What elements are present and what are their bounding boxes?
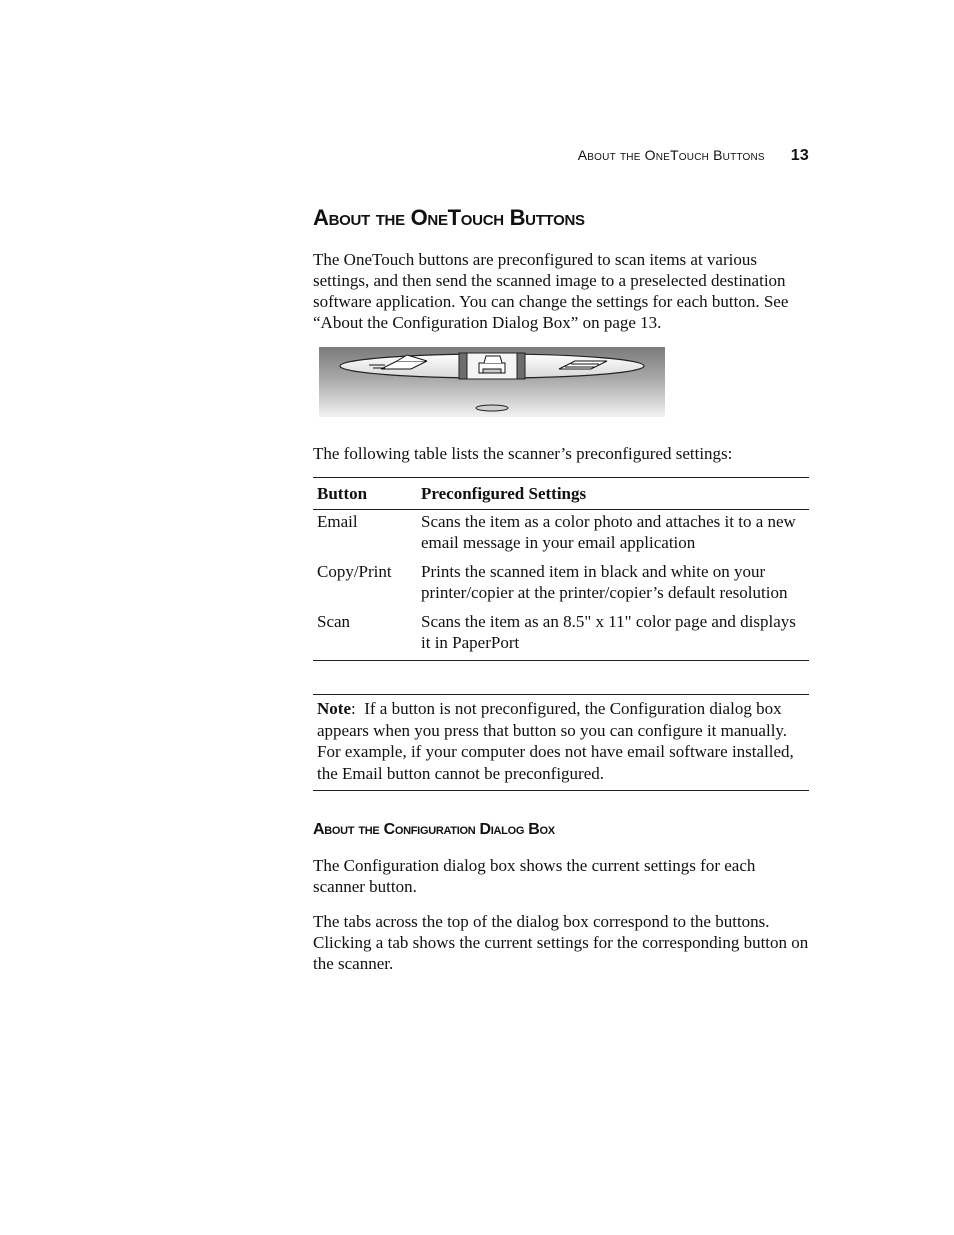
note-label: Note (317, 699, 351, 718)
scanner-illustration (319, 347, 665, 417)
section-title: About the OneTouch Buttons (313, 205, 585, 230)
button-cell: Copy/Print (317, 562, 392, 581)
column-header-settings: Preconfigured Settings (417, 478, 809, 510)
note-text: If a button is not preconfigured, the Configuration dialog box appears when you press that button so you can configure it manually. For example, if your computer does not have email software installed, the Email button cannot be preconfigured. (317, 699, 794, 783)
table-row (313, 510, 809, 561)
scanner-buttons-figure (319, 347, 665, 417)
intro-paragraph: The OneTouch buttons are preconfigured to scan items at various settings, and then send the scanned image to a preselected destination software application. You can change the settings for each button. See “About the Configuration Dialog Box” on page 13. (313, 250, 789, 332)
table-header-row (313, 478, 809, 510)
column-header-button: Button (313, 478, 417, 510)
button-cell: Email (317, 512, 358, 531)
subsection-paragraph-1: The Configuration dialog box shows the current settings for each scanner button. (313, 856, 756, 896)
note-box: Note: If a button is not preconfigured, the Configuration dialog box appears when you press that button so you can configure it manually. For example, if your computer does not have email software installed, the Email button cannot be preconfigured. (313, 694, 809, 791)
table-row (313, 610, 809, 661)
setting-cell: Prints the scanned item in black and white on your printer/copier at the printer/copier’s default resolution (421, 562, 788, 602)
running-header (578, 147, 809, 165)
subsection-paragraph-2: The tabs across the top of the dialog box correspond to the buttons. Clicking a tab shows the current settings for the corresponding button on the scanner. (313, 912, 809, 973)
table-intro: The following table lists the scanner’s preconfigured settings: (313, 444, 733, 463)
running-title: About the OneTouch Buttons (577, 147, 765, 163)
page-number: 13 (790, 147, 809, 164)
subsection-title: About the Configuration Dialog Box (313, 821, 555, 838)
setting-cell: Scans the item as a color photo and attaches it to a new email message in your email application (421, 512, 796, 552)
table-row (313, 560, 809, 610)
setting-cell: Scans the item as an 8.5" x 11" color page and displays it in PaperPort (417, 610, 809, 661)
power-indicator (476, 405, 508, 411)
settings-table (313, 477, 809, 661)
page-content (313, 205, 809, 988)
button-cell: Scan (313, 610, 417, 661)
